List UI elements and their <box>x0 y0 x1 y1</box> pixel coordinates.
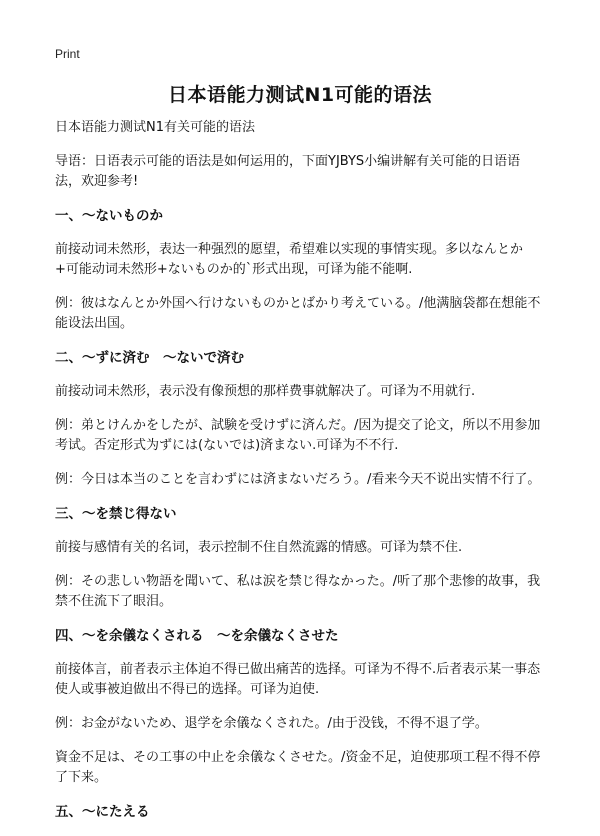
section-heading-5: 五、～にたえる <box>55 804 150 820</box>
page-title: 日本语能力测试N1可能的语法 <box>167 84 433 106</box>
section-3-description: 前接与感情有关的名词，表示控制不住自然流露的情感。可译为禁不住. <box>55 540 463 555</box>
article-intro: 导语：日语表示可能的语法是如何运用的，下面YJBYS小编讲解有关可能的日语语法，欢迎参考! <box>55 154 521 189</box>
section-heading-3: 三、～を禁じ得ない <box>55 506 177 522</box>
article-body <box>55 118 545 836</box>
section-1-description: 前接动词未然形，表达一种强烈的愿望，希望难以实现的事情实现。多以なんとか+可能动词未然形+ないものか的`形式出现，可译为能不能啊. <box>55 242 524 277</box>
section-3-example-1: 例：その悲しい物語を聞いて、私は涙を禁じ得なかった。/听了那个悲惨的故事，我禁不住流下了眼泪。 <box>55 574 541 609</box>
section-2-description: 前接动词未然形，表示没有像预想的那样费事就解决了。可译为不用就行. <box>55 384 476 399</box>
section-heading-2: 二、～ずに済む ～ないで済む <box>55 350 244 366</box>
article-subtitle: 日本语能力测试N1有关可能的语法 <box>55 120 255 135</box>
section-4-example-2: 資金不足は、その工事の中止を余儀なくさせた。/资金不足，迫使那项工程不得不停了下来。 <box>55 750 541 785</box>
section-heading-1: 一、～ないものか <box>55 208 163 224</box>
section-4-example-1: 例：お金がないため、退学を余儀なくされた。/由于没钱，不得不退了学。 <box>55 716 488 731</box>
section-4-description: 前接体言，前者表示主体迫不得已做出痛苦的选择。可译为不得不.后者表示某一事态使人或事被迫做出不得已的选择。可译为迫使. <box>55 662 541 697</box>
print-label: Print <box>55 47 80 61</box>
section-heading-4: 四、～を余儀なくされる ～を余儀なくさせた <box>55 628 339 644</box>
section-2-example-2: 例：今日は本当のことを言わずには済まないだろう。/看来今天不说出实情不行了。 <box>55 472 541 487</box>
section-1-example-1: 例：彼はなんとか外国へ行けないものかとばかり考えている。/他满脑袋都在想能不能设法出国。 <box>55 296 541 331</box>
section-2-example-1: 例：弟とけんかをしたが、試験を受けずに済んだ。/因为提交了论文，所以不用参加考试。否定形式为ずには(ないでは)済まない.可译为不不行. <box>55 418 541 453</box>
